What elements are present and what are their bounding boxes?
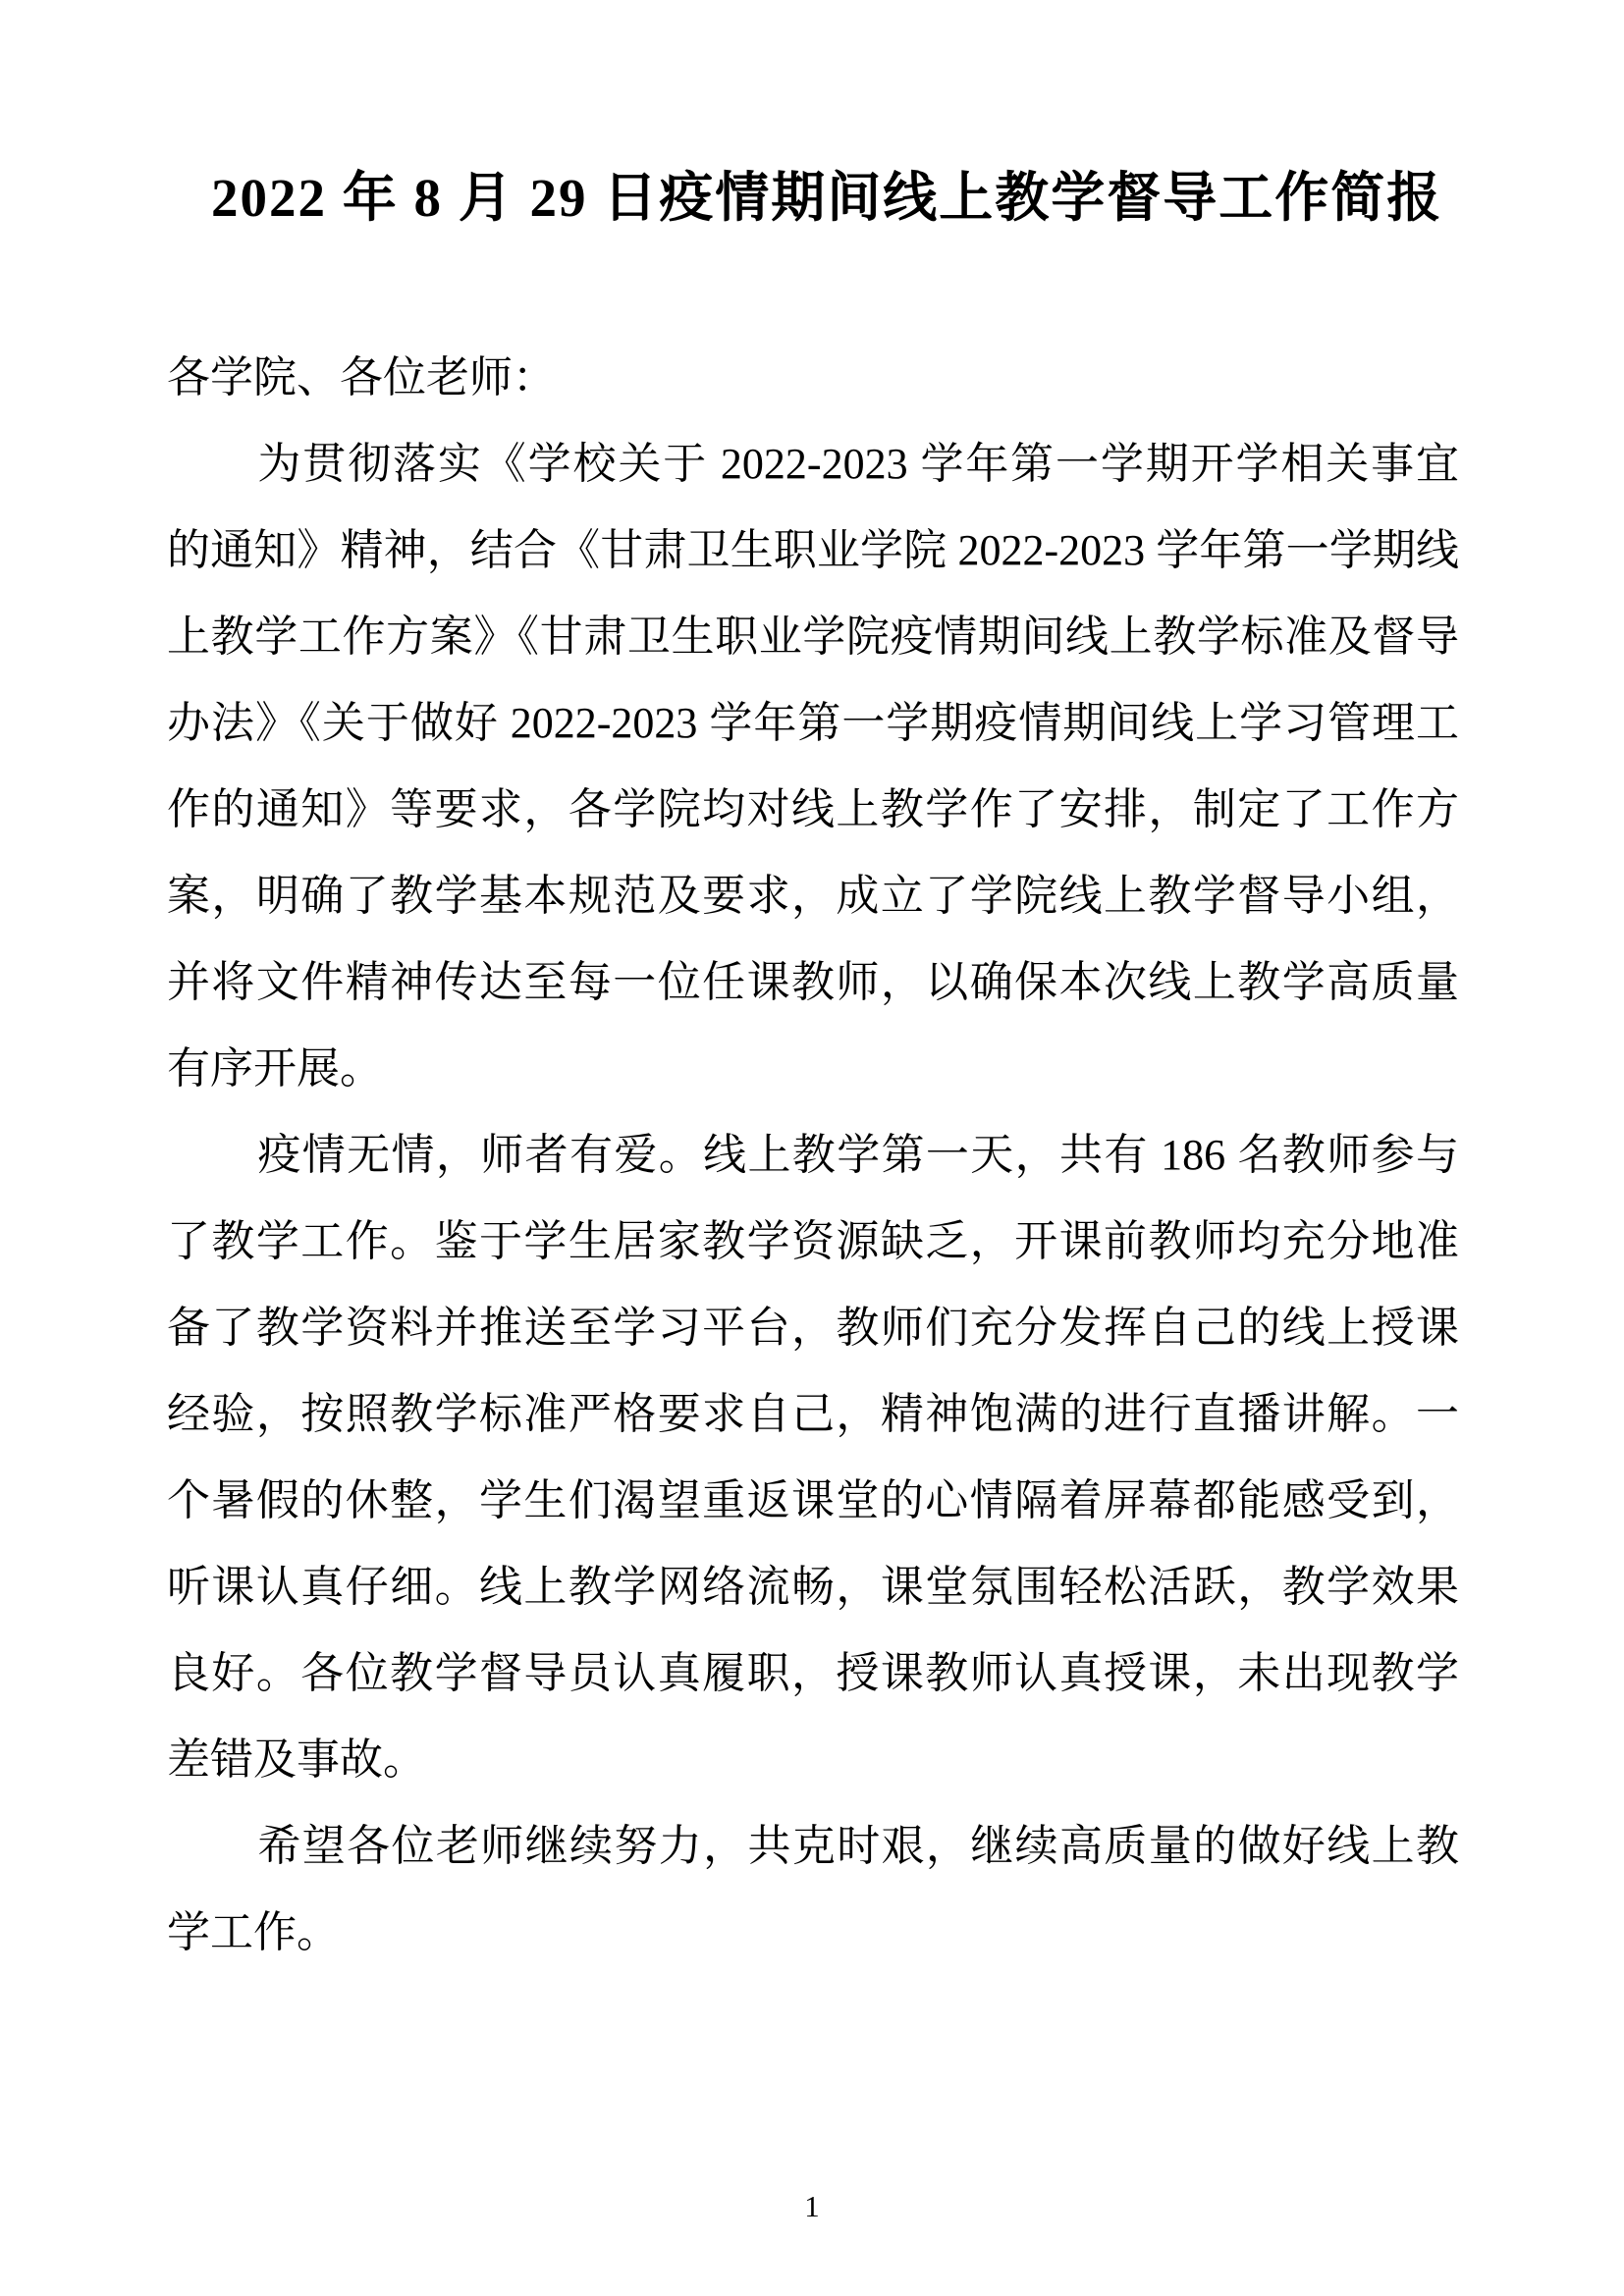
paragraph-first-day-teaching: 疫情无情，师者有爱。线上教学第一天，共有 186 名教师参与了教学工作。鉴于学生居家教学资源缺乏，开课前教师均充分地准备了教学资料并推送至学习平台，教师们充分发挥自己的线上授课经验，按照教学标准严格要求自己，精神饱满的进行直播讲解。一个暑假的休整，学生们渴望重返课堂的心情隔着屏幕都能感受到，听课认真仔细。线上教学网络流畅，课堂氛围轻松活跃，教学效果良好。各位教学督导员认真履职，授课教师认真授课，未出现教学差错及事故。 <box>167 1130 1459 1784</box>
page-number: 1 <box>804 2189 820 2223</box>
paragraph-implementation-arrangements: 为贯彻落实《学校关于 2022-2023 学年第一学期开学相关事宜的通知》精神，结合《甘肃卫生职业学院 2022-2023 学年第一学期线上教学工作方案》《甘肃卫生职业学院疫情期间线上教学标准及督导办法》《关于做好 2022-2023 学年第一学期疫情期间线上学习管理工作的通知》等要求，各学院均对线上教学作了安排，制定了工作方案，明确了教学基本规范及要求，成立了学院线上教学督导小组，并将文件精神传达至每一位任课教师，以确保本次线上教学高质量有序开展。 <box>167 439 1459 1093</box>
salutation-line: 各学院、各位老师： <box>167 352 556 401</box>
document-title: 2022 年 8 月 29 日疫情期间线上教学督导工作简报 <box>211 168 1443 228</box>
document-body <box>167 335 1459 1976</box>
paragraph-closing-encouragement: 希望各位老师继续努力，共克时艰，继续高质量的做好线上教学工作。 <box>167 1821 1459 1956</box>
